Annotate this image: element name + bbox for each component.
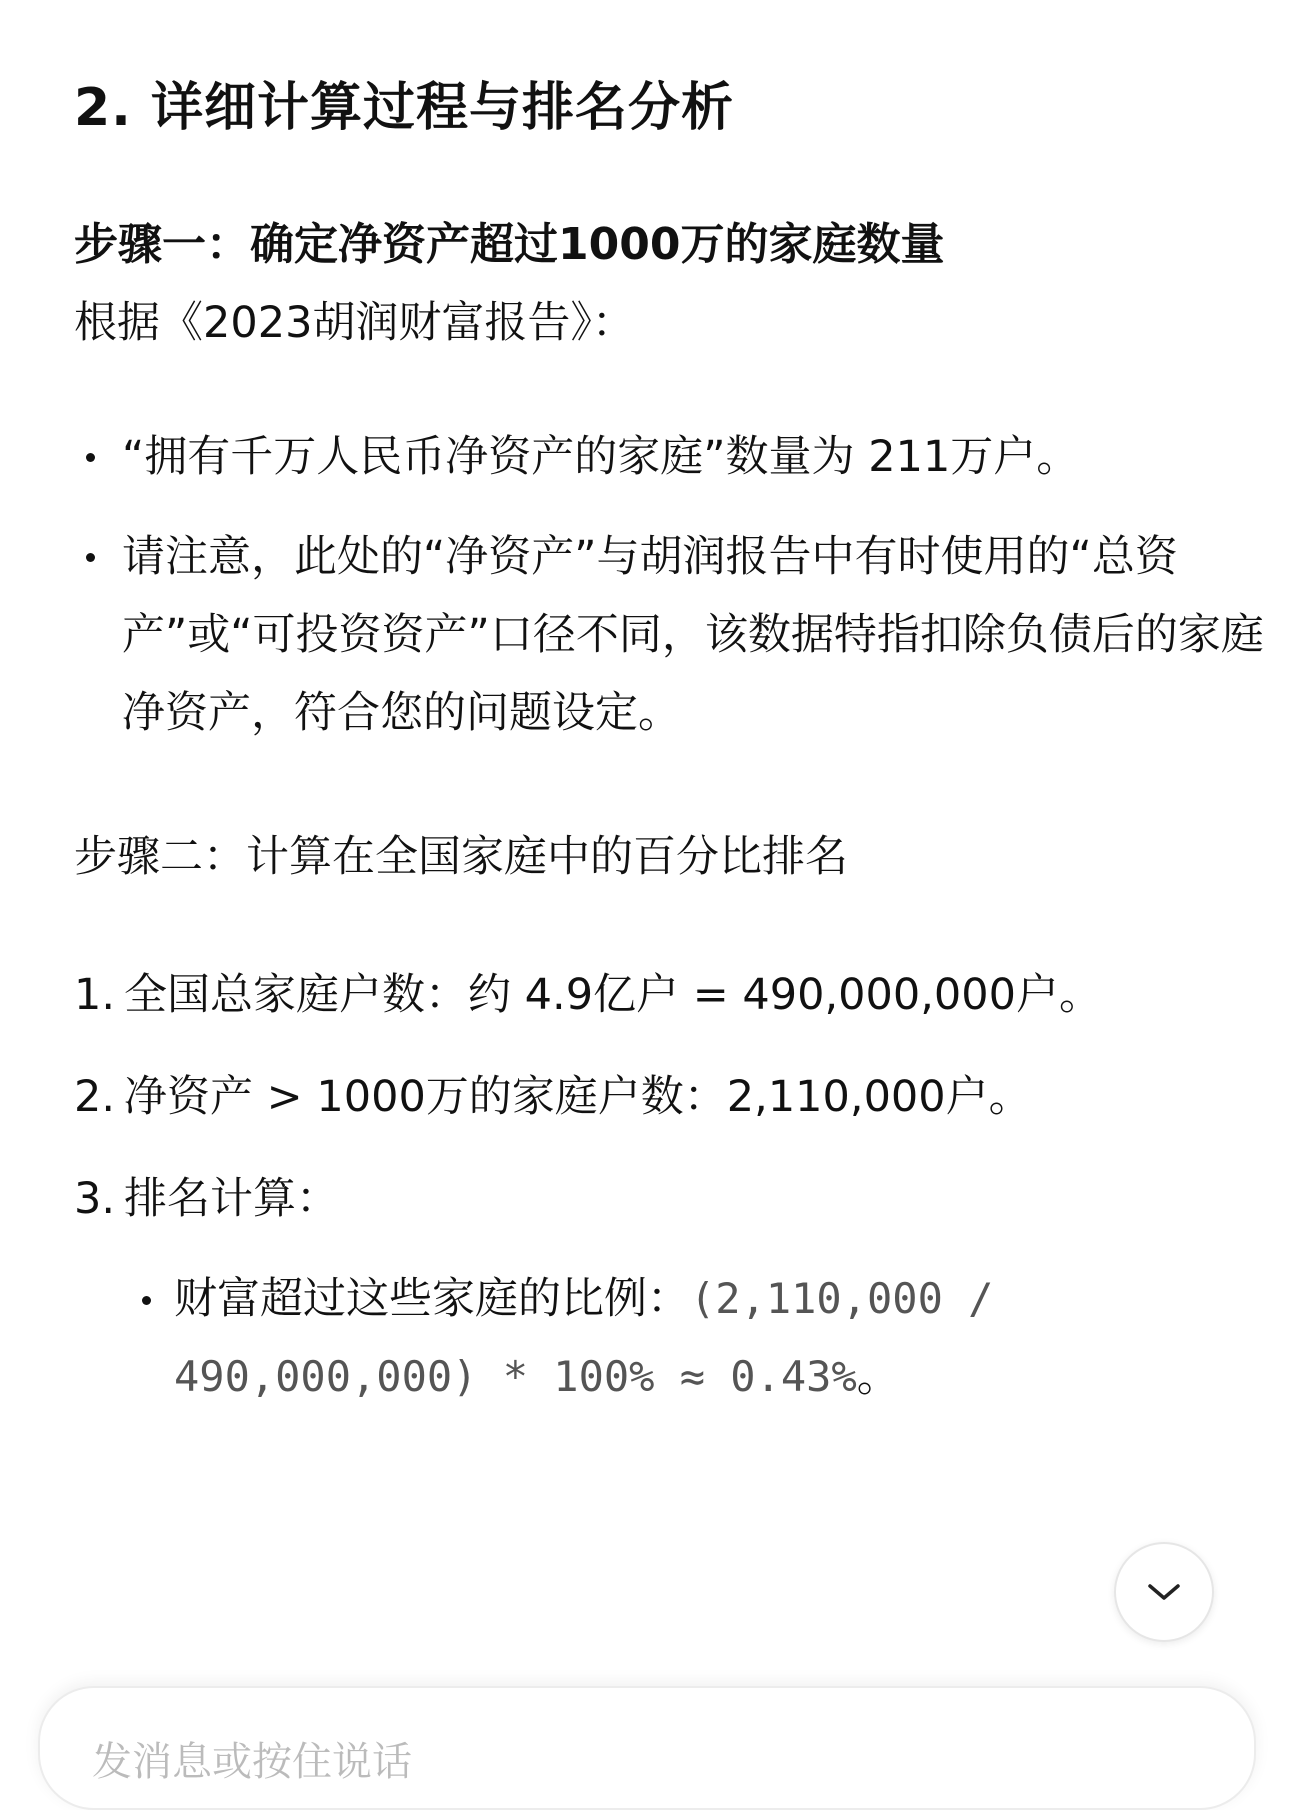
message-content [74,60,1264,1440]
scroll-to-bottom-button[interactable] [1114,1542,1214,1642]
list-number: 3. [74,1174,116,1224]
list-item [74,1160,1224,1416]
list-text: 排名计算： [124,1174,339,1224]
list-item: 请注意，此处的“净资产”与胡润报告中有时使用的“总资产”或“可投资资产”口径不同，该数据特指扣除负债后的家庭净资产，符合您的问题设定。 [74,518,1282,752]
sub-list-item [124,1260,1274,1416]
list-text: 全国总家庭户数：约 4.9亿户 = 490,000,000户。 [124,970,1102,1020]
step2-list [74,956,1224,1416]
section-heading: 2. 详细计算过程与排名分析 [74,78,735,138]
list-number: 2. [74,1072,116,1122]
list-item: “拥有千万人民币净资产的家庭”数量为 211万户。 [74,418,1282,496]
inline-code: (2,110,000 / 490,000,000) * 100% ≈ 0.43% [174,1274,994,1401]
sub-tail: 。 [856,1352,900,1402]
chevron-down-icon [1144,1580,1184,1604]
list-number: 1. [74,970,116,1020]
message-input-card[interactable] [38,1686,1256,1810]
input-hint: 发消息或按住说话 [92,1739,412,1785]
list-item [74,1058,1224,1136]
step1-bullets [74,418,1264,752]
list-item [74,956,1224,1034]
step1-source: 根据《2023胡润财富报告》： [74,298,635,348]
sub-list [124,1260,1224,1416]
step1-title: 步骤一：确定净资产超过1000万的家庭数量 [74,219,945,270]
step2-title: 步骤二：计算在全国家庭中的百分比排名 [74,832,848,882]
sub-label: 财富超过这些家庭的比例： [174,1274,690,1324]
list-text: 净资产 > 1000万的家庭户数：2,110,000户。 [124,1072,1032,1122]
